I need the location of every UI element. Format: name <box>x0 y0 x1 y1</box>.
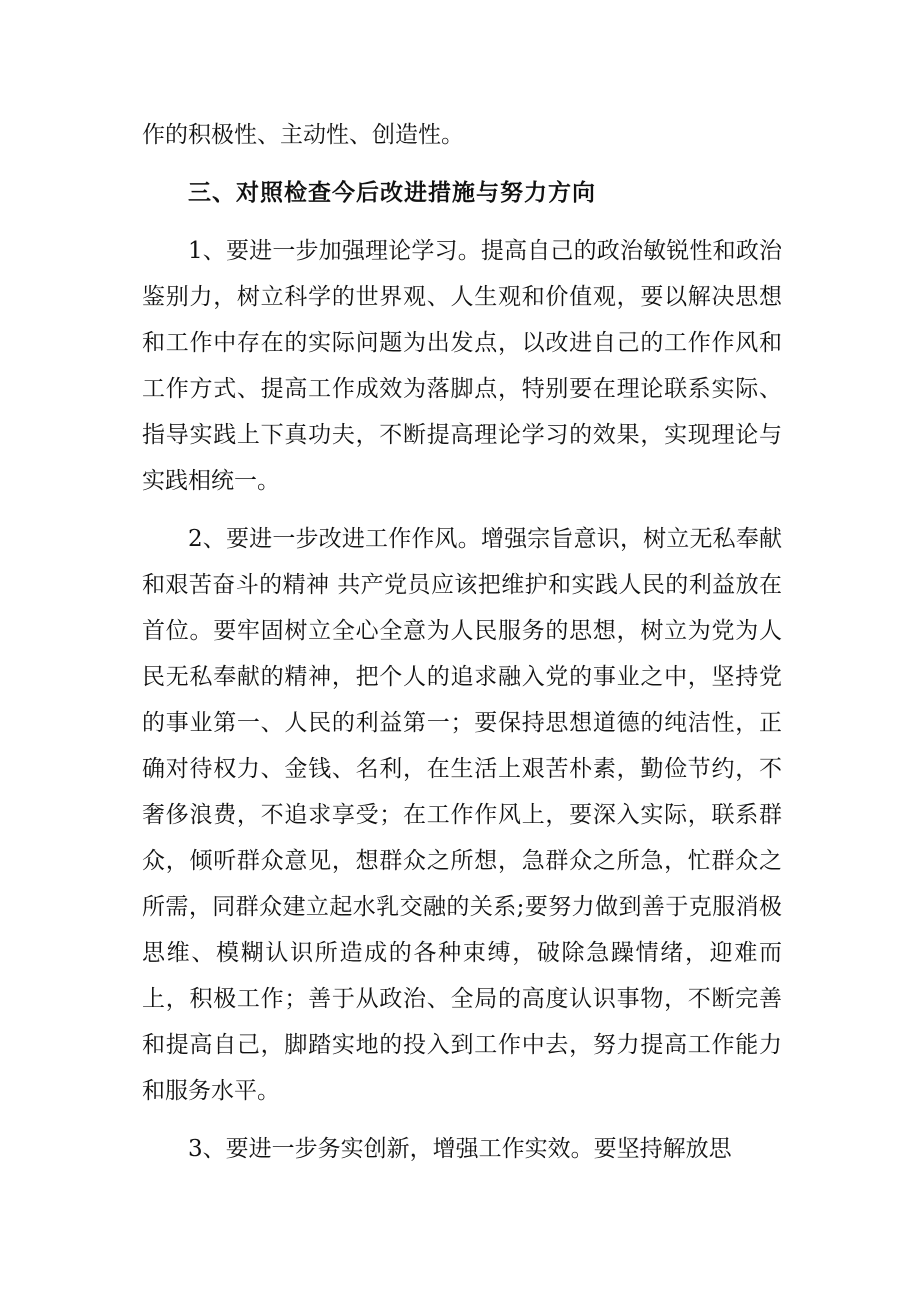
spacer <box>142 1114 782 1126</box>
paragraph-1: 1、要进一步加强理论学习。提高自己的政治敏锐性和政治鉴别力，树立科学的世界观、人生观和价值观，要以解决思想和工作中存在的实际问题为出发点，以改进自己的工作作风和工作方式、提高工作成效为落脚点，特别要在理论联系实际、指导实践上下真功夫，不断提高理论学习的效果，实现理论与实践相统一。 <box>142 238 782 494</box>
document-body <box>142 112 782 1172</box>
spacer <box>142 158 782 170</box>
paragraph-intro: 作的积极性、主动性、创造性。 <box>142 122 464 148</box>
spacer <box>142 504 782 516</box>
paragraph-2: 2、要进一步改进工作作风。增强宗旨意识，树立无私奉献和艰苦奋斗的精神 共产党员应该把维护和实践人民的利益放在首位。要牢固树立全心全意为人民服务的思想，树立为党为人民无私奉献的精神，把个人的追求融入党的事业之中，坚持党的事业第一、人民的利益第一；要保持思想道德的纯洁性，正确对待权力、金钱、名利，在生活上艰苦朴素，勤俭节约，不奢侈浪费，不追求享受；在工作作风上，要深入实际，联系群众，倾听群众意见，想群众之所想，急群众之所急，忙群众之所需，同群众建立起水乳交融的关系;要努力做到善于克服消极思维、模糊认识所造成的各种束缚，破除急躁情绪，迎难而上，积极工作；善于从政治、全局的高度认识事物，不断完善和提高自己，脚踏实地的投入到工作中去，努力提高工作能力和服务水平。 <box>142 526 782 1104</box>
section-heading: 三、对照检查今后改进措施与努力方向 <box>188 179 596 206</box>
paragraph-3: 3、要进一步务实创新，增强工作实效。要坚持解放思 <box>188 1136 732 1162</box>
spacer <box>142 216 782 228</box>
